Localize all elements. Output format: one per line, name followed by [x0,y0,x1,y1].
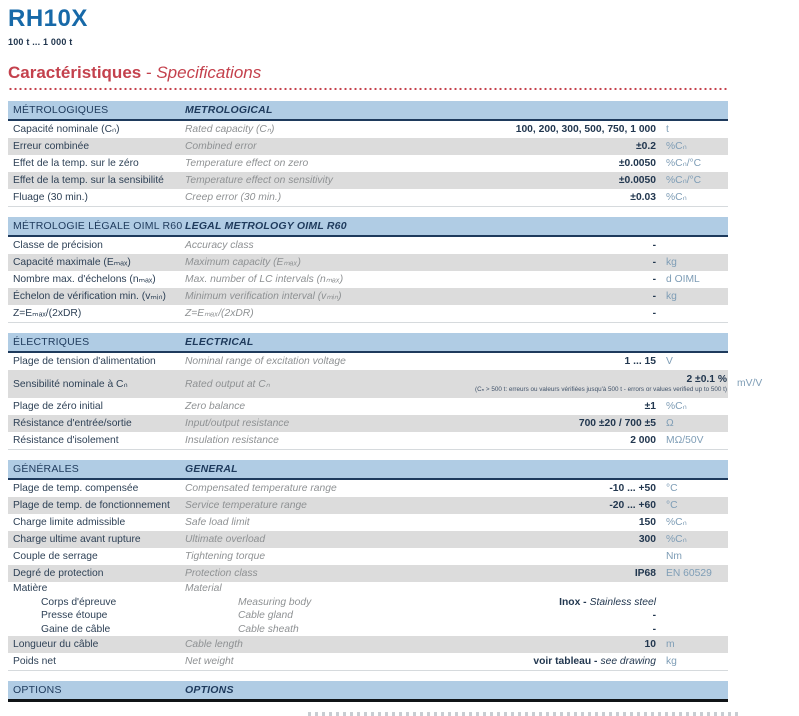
spec-row [8,288,728,305]
spec-section [8,217,728,323]
row-label-en: Material [185,583,222,595]
row-value: Inox - [559,596,587,608]
spec-row [8,138,728,155]
row-unit: %Cₙ [666,192,687,204]
row-value: - [652,610,656,622]
spec-row [8,565,728,582]
row-unit: d OIML [666,273,700,285]
row-value: - [652,290,656,302]
row-value-line [475,656,656,667]
row-value-cell [475,500,656,511]
row-label-fr: Z=Eₘₐₓ/(2xDR) [13,308,82,320]
section-header [8,217,728,237]
section-body [8,237,728,323]
row-value-italic: Stainless steel [589,596,656,608]
row-value-cell [475,656,656,667]
row-value: - [652,256,656,268]
row-unit: V [666,355,673,367]
row-label-fr: Couple de serrage [13,550,98,562]
row-value-line [475,418,656,429]
row-label-en: Compensated temperature range [185,482,337,494]
row-value-cell [475,240,656,251]
row-label-fr: Charge limite admissible [13,516,126,528]
row-label-fr: Capacité maximale (Eₘₐₓ) [13,257,131,269]
row-label-en: Insulation resistance [185,434,279,446]
row-label-fr: Longueur du câble [13,638,99,650]
row-label-fr: Matière [13,583,48,595]
row-label-fr: Degré de protection [13,567,104,579]
row-label-en: Net weight [185,655,234,667]
spec-row [8,609,728,623]
spec-row [8,548,728,565]
row-value-cell [475,192,656,203]
row-unit: %Cₙ/°C [666,175,702,187]
clipped-footer-text [308,712,738,716]
row-label-fr: Nombre max. d'échelons (nₘₐₓ) [13,274,156,286]
row-unit: t [666,123,669,135]
row-label-en: Measuring body [238,596,312,608]
row-value: 2 000 [630,434,656,446]
row-value-cell [475,175,656,186]
section-body [8,480,728,671]
row-unit: kg [666,256,677,268]
row-label-fr: Effet de la temp. sur la sensibilité [13,174,164,186]
row-label-fr: Charge ultime avant rupture [13,533,141,545]
row-value-line [475,158,656,169]
row-value-line [475,124,656,135]
row-unit: MΩ/50V [666,434,704,446]
row-label-fr: Effet de la temp. sur le zéro [13,157,139,169]
row-unit: Nm [666,550,683,562]
spec-row [8,514,728,531]
row-label-en: Temperature effect on zero [185,157,309,169]
row-value: - [652,623,656,635]
spec-row [8,497,728,514]
spec-row [8,622,728,636]
row-value: 300 [638,533,656,545]
row-value-line [475,356,656,367]
heading-separator: - [141,63,157,83]
row-value-cell [475,418,656,429]
row-label-en: Maximum capacity (Eₘₐₓ) [185,257,301,269]
row-label-en: Nominal range of excitation voltage [185,355,346,367]
spec-row [8,480,728,497]
section-title-fr: GÉNÉRALES [13,462,79,475]
row-label-en: Rated capacity (Cₙ) [185,124,275,136]
row-value-cell [475,639,656,650]
spec-row [8,172,728,189]
spec-section [8,681,728,702]
row-unit: %Cₙ/°C [666,158,702,170]
row-unit: %Cₙ [666,141,687,153]
row-value-line [475,534,656,545]
row-label-en: Rated output at Cₙ [185,378,270,390]
row-value-line [475,240,656,251]
row-label-fr: Sensibilité nominale à Cₙ [13,378,128,390]
section-title-fr: MÉTROLOGIE LÉGALE OIML R60 [13,219,183,232]
spec-row [8,398,728,415]
row-label-en: Minimum verification interval (vₘᵢₙ) [185,291,342,303]
row-value: 100, 200, 300, 500, 750, 1 000 [515,123,656,135]
section-title-en: OPTIONS [185,683,234,696]
row-value: ±0.2 [636,140,656,152]
row-label-fr: Presse étoupe [41,610,108,622]
row-unit: kg [666,290,677,302]
row-unit: mV/V [737,378,763,390]
row-unit: %Cₙ [666,534,687,546]
row-unit: °C [666,482,678,494]
spec-section [8,101,728,207]
section-header [8,681,728,702]
section-header [8,460,728,480]
dotted-divider [8,86,728,90]
row-value: 10 [644,638,656,650]
spec-row [8,636,728,653]
section-title-fr: ÉLECTRIQUES [13,335,90,348]
row-value: - [652,239,656,251]
section-title-en: LEGAL METROLOGY OIML R60 [185,219,347,232]
row-value: 700 ±20 / 700 ±5 [578,417,656,429]
row-unit: %Cₙ [666,401,687,413]
row-label-fr: Erreur combinée [13,140,90,152]
row-value: 1 ... 15 [624,355,656,367]
row-label-fr: Corps d'épreuve [41,596,117,608]
row-label-en: Zero balance [185,400,246,412]
row-label-fr: Capacité nominale (Cₙ) [13,124,120,136]
row-value: IP68 [634,567,656,579]
section-title-fr: MÉTROLOGIQUES [13,103,109,116]
section-header [8,333,728,353]
row-value-line [475,568,656,579]
row-value-cell [475,141,656,152]
row-value: - [652,273,656,285]
row-label-en: Tightening torque [185,550,266,562]
row-label-fr: Fluage (30 min.) [13,191,88,203]
row-value: voir tableau - [533,655,598,667]
row-label-en: Temperature effect on sensitivity [185,174,333,186]
row-label-en: Max. number of LC intervals (nₘₐₓ) [185,274,344,286]
row-value-line [475,175,656,186]
row-label-en: Z=Eₘₐₓ/(2xDR) [185,308,254,320]
row-label-en: Ultimate overload [185,533,266,545]
capacity-range: 100 t ... 1 000 t [8,37,73,48]
row-value: -10 ... +50 [609,482,656,494]
row-label-en: Protection class [185,567,258,579]
row-label-fr: Résistance d'isolement [13,434,119,446]
spec-row [8,653,728,670]
row-label-en: Accuracy class [185,239,254,251]
row-unit: %Cₙ [666,517,687,529]
section-title-en: METROLOGICAL [185,103,273,116]
spec-section [8,333,763,450]
row-label-fr: Plage de temp. de fonctionnement [13,499,170,511]
row-value-line [503,624,656,635]
row-value: ±0.0050 [618,157,656,169]
row-value-line [475,401,656,412]
row-unit: EN 60529 [666,567,712,579]
product-title: RH10X [8,5,88,32]
row-label-fr: Gaine de câble [41,623,111,635]
spec-row [8,370,763,398]
row-value: ±0.03 [630,191,656,203]
row-value-line [475,192,656,203]
spec-row [8,189,728,206]
spec-row [8,155,728,172]
section-title-fr: OPTIONS [13,683,62,696]
row-value-cell [475,274,656,285]
row-value-cell [475,257,656,268]
row-label-en: Creep error (30 min.) [185,191,282,203]
row-value-line [475,141,656,152]
row-value-cell [475,308,656,319]
row-value-line [475,483,656,494]
row-value-cell [475,291,656,302]
section-body [8,353,763,450]
row-value: 2 ±0.1 % [686,374,728,386]
row-value-cell [475,568,656,579]
row-value: ±0.0050 [618,174,656,186]
row-unit: kg [666,655,677,667]
row-value-cell [475,124,656,135]
page-heading [8,64,728,83]
row-unit: Ω [666,417,674,429]
section-header [8,101,728,121]
spec-row [8,254,728,271]
row-value-cell [503,610,656,621]
row-unit: °C [666,499,678,511]
section-title-en: ELECTRICAL [185,335,254,348]
row-value-line [475,274,656,285]
row-label-en: Safe load limit [185,516,250,528]
row-value-line [503,597,656,608]
spec-section [8,460,728,671]
row-value: - [652,307,656,319]
row-label-en: Service temperature range [185,499,307,511]
row-value-cell [503,624,656,635]
row-label-fr: Échelon de vérification min. (vₘᵢₙ) [13,291,166,303]
row-value-line [475,374,727,385]
row-label-fr: Plage de tension d'alimentation [13,355,156,367]
row-value-line [475,257,656,268]
row-value-line [475,639,656,650]
spec-row [8,582,728,596]
row-value-cell [475,401,656,412]
row-value-italic: see drawing [600,655,656,667]
row-label-fr: Classe de précision [13,239,103,251]
heading-english: Specifications [156,63,262,83]
spec-row [8,432,728,449]
spec-row [8,121,728,138]
row-value: -20 ... +60 [609,499,656,511]
row-label-en: Combined error [185,140,257,152]
row-value-line [475,500,656,511]
row-value-line [503,610,656,621]
row-value-cell [503,597,656,608]
spec-row [8,237,728,254]
heading-french: Caractéristiques [8,63,142,83]
spec-row [8,353,728,370]
row-value-cell [475,374,727,393]
row-label-fr: Plage de temp. compensée [13,482,139,494]
row-value-cell [475,517,656,528]
section-title-en: GENERAL [185,462,238,475]
row-value: 150 [638,516,656,528]
row-value-line [475,517,656,528]
spec-table [8,101,763,702]
row-value-line [475,435,656,446]
spec-row [8,531,728,548]
row-note: (Cₙ > 500 t: erreurs ou valeurs vérifiées jusqu'à 500 t - errors or values verified up to 500 t) [475,386,728,394]
spec-row [8,415,728,432]
row-unit: m [666,638,675,650]
row-label-en: Cable length [185,638,243,650]
row-label-fr: Plage de zéro initial [13,400,103,412]
row-label-fr: Résistance d'entrée/sortie [13,417,132,429]
row-value: ±1 [644,400,656,412]
row-value-cell [475,356,656,367]
spec-row [8,305,728,322]
row-value-cell [475,435,656,446]
row-value-cell [475,483,656,494]
spec-row [8,271,728,288]
row-label-en: Input/output resistance [185,417,290,429]
section-body [8,121,728,207]
row-value-cell [475,158,656,169]
spec-row [8,595,728,609]
row-value-cell [475,534,656,545]
row-label-fr: Poids net [13,655,56,667]
row-value-line [475,291,656,302]
row-value-line [475,308,656,319]
row-label-en: Cable sheath [238,623,299,635]
row-label-en: Cable gland [238,610,293,622]
